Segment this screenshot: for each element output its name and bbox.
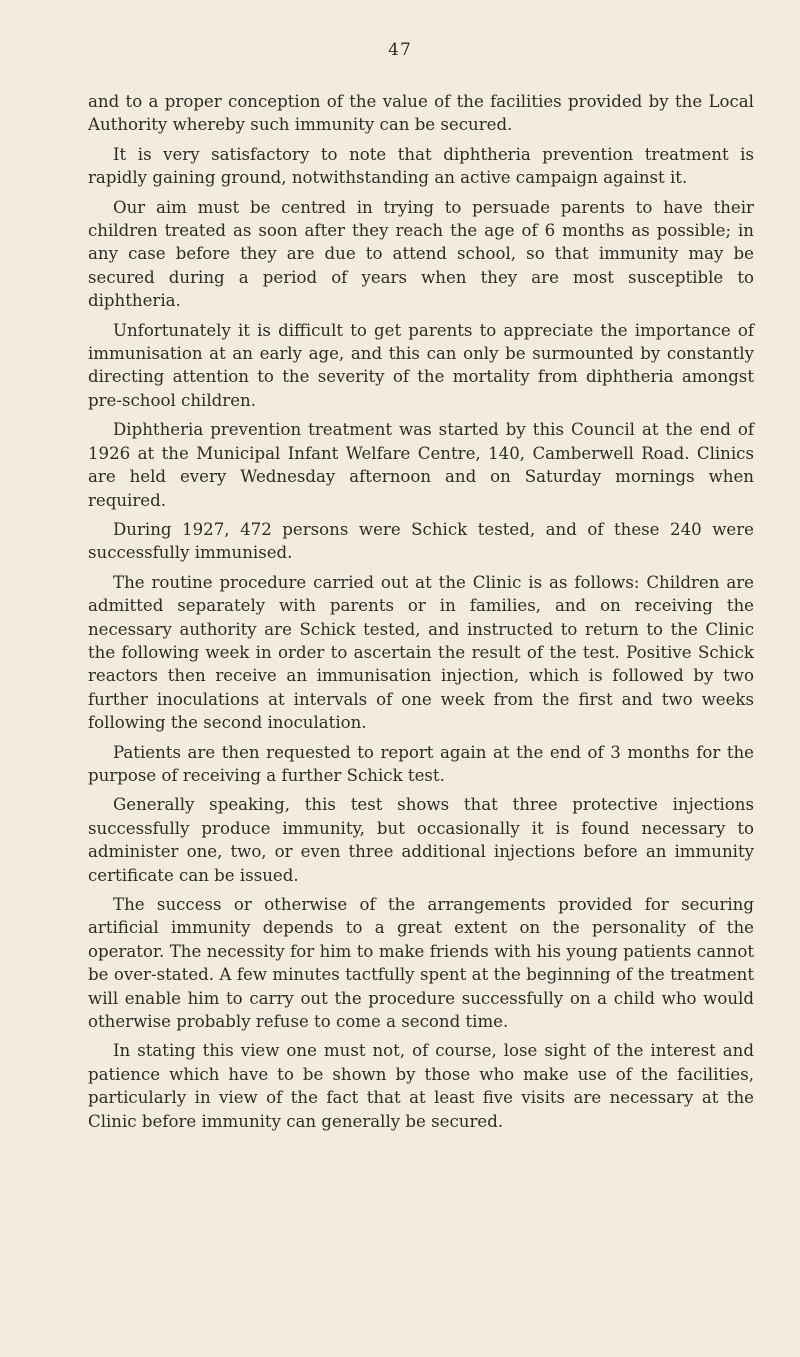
body-text xyxy=(88,90,754,1139)
page-number: 47 xyxy=(388,40,412,60)
paragraph: The success or otherwise of the arrangements provided for securing artificial immunity depends to a great extent on the personality of the operator. The necessity for him to make friends with his young patients cannot be over-stated. A few minutes tactfully spent at the beginning of the treatment will enable him to carry out the procedure successfully on a child who would otherwise probably refuse to come a second time. xyxy=(88,895,754,1032)
paragraph: Generally speaking, this test shows that three protective injections successfully produce immunity, but occasionally it is found necessary to administer one, two, or even three additional injections before an immunity certificate can be issued. xyxy=(88,795,754,885)
paragraph: The routine procedure carried out at the Clinic is as follows: Children are admitted separately with parents or in families, and on receiving the necessary authority are Schick tested, and instructed to return to the Clinic the following week in order to ascertain the result of the test. Positive Schick reactors then receive an immunisation injection, which is followed by two further inoculations at intervals of one week from the first and two weeks following the second inoculation. xyxy=(88,572,754,733)
paragraph: Patients are then requested to report again at the end of 3 months for the purpose of receiving a further Schick test. xyxy=(88,742,754,785)
paragraph: Unfortunately it is difficult to get parents to appreciate the importance of immunisation at an early age, and this can only be surmounted by constantly directing attention to the severity of the mortality from diphtheria amongst pre-school children. xyxy=(88,320,754,410)
paragraph: Our aim must be centred in trying to persuade parents to have their children treated as soon after they reach the age of 6 months as possible; in any case before they are due to attend school, so that immunity may be secured during a period of years when they are most susceptible to diphtheria. xyxy=(88,197,754,311)
paragraph-continuation: and to a proper conception of the value of the facilities provided by the Local Authority whereby such immunity can be secured. xyxy=(88,92,754,135)
paragraph: It is very satisfactory to note that diphtheria prevention treatment is rapidly gaining ground, notwithstanding an active campaign against it. xyxy=(88,144,754,188)
paragraph: In stating this view one must not, of course, lose sight of the interest and patience which have to be shown by those who make use of the facilities, particularly in view of the fact that at least five visits are necessary at the Clinic before immunity can generally be secured. xyxy=(88,1041,754,1131)
paragraph: Diphtheria prevention treatment was started by this Council at the end of 1926 at the Municipal Infant Welfare Centre, 140, Camberwell Road. Clinics are held every Wednesday afternoon and on Saturday mornings when required. xyxy=(88,420,754,510)
paragraph: During 1927, 472 persons were Schick tested, and of these 240 were successfully immunised. xyxy=(88,519,754,563)
